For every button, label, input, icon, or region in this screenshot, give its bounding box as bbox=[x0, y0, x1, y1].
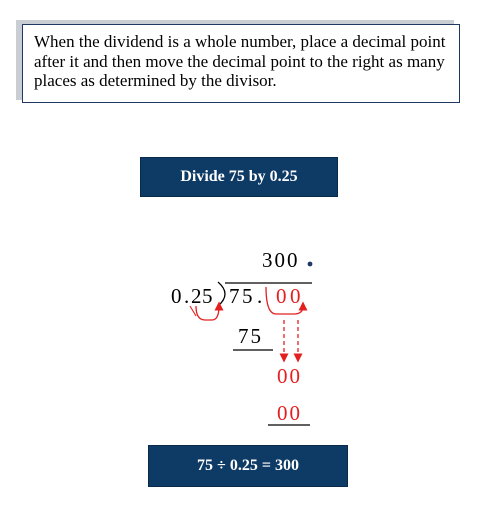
step-subtract: 75 bbox=[238, 324, 263, 348]
divisor-digit: 2 bbox=[191, 284, 202, 308]
result-label: 75 ÷ 0.25 = 300 bbox=[197, 457, 299, 474]
divisor-shift-arrow bbox=[196, 306, 219, 320]
instruction-note: When the dividend is a whole number, place a decimal point after it and then move the decimal point to the right as many places as determined by the divisor. bbox=[22, 24, 460, 103]
problem-label: Divide 75 by 0.25 bbox=[180, 168, 298, 185]
dividend-digit: 5 bbox=[242, 284, 253, 308]
appended-zero: 0 bbox=[276, 284, 287, 308]
dividend-old-point: . bbox=[257, 284, 263, 308]
quotient-decimal-point bbox=[308, 262, 313, 267]
dividend-digit: 7 bbox=[229, 284, 240, 308]
step-subtract: 00 bbox=[277, 401, 302, 425]
divisor-digit: 0 bbox=[171, 284, 182, 308]
division-bracket bbox=[218, 282, 225, 306]
appended-zero: 0 bbox=[290, 284, 301, 308]
quotient: 300 bbox=[262, 248, 300, 272]
step-bring-down: 00 bbox=[277, 364, 302, 388]
divisor-old-point: . bbox=[184, 284, 190, 308]
divisor-digit: 5 bbox=[202, 284, 213, 308]
result-banner bbox=[148, 445, 348, 487]
